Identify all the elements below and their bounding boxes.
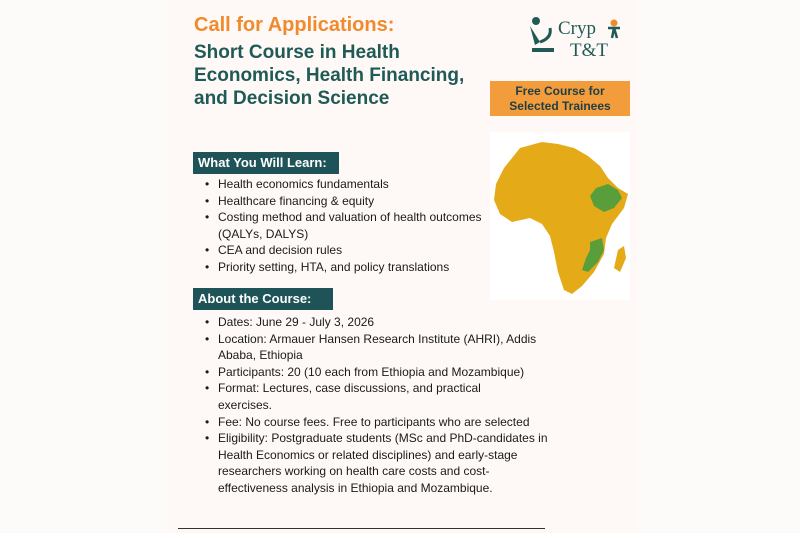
about-list bbox=[198, 314, 568, 497]
madagascar bbox=[614, 246, 626, 272]
badge-line-1: Free Course for bbox=[515, 84, 605, 98]
bottom-divider bbox=[178, 528, 545, 529]
africa-continent bbox=[494, 142, 628, 294]
left-margin bbox=[0, 0, 168, 533]
list-item: • Healthcare financing & equity bbox=[198, 193, 498, 210]
learn-heading: What You Will Learn: bbox=[193, 152, 339, 174]
logo-text-bottom: T&T bbox=[570, 40, 608, 61]
badge-line-2: Selected Trainees bbox=[509, 99, 611, 113]
list-item: • Dates: June 29 - July 3, 2026 bbox=[198, 314, 568, 331]
list-item: • Health economics fundamentals bbox=[198, 176, 498, 193]
list-item: • Priority setting, HTA, and policy translations bbox=[198, 259, 498, 276]
list-item: • Eligibility: Postgraduate students (MSc and PhD-candidates in Health Economics or related disciplines) and early-stage researchers working on health care costs and cost-effectiveness analysis in Ethiopia and Mozambique. bbox=[198, 430, 553, 496]
logo bbox=[526, 12, 630, 62]
call-for-applications: Call for Applications: bbox=[194, 14, 395, 36]
list-item: • Location: Armauer Hansen Research Institute (AHRI), Addis Ababa, Ethiopia bbox=[198, 331, 538, 364]
about-heading: About the Course: bbox=[193, 288, 333, 310]
course-title: Short Course in Health Economics, Health Financing, and Decision Science bbox=[194, 42, 465, 109]
list-item: • Format: Lectures, case discussions, and practical exercises. bbox=[198, 380, 518, 413]
africa-map-icon bbox=[490, 132, 630, 300]
list-item: • Costing method and valuation of health outcomes (QALYs, DALYS) bbox=[198, 209, 484, 242]
free-course-badge bbox=[490, 81, 630, 116]
logo-text-top: Cryp bbox=[558, 18, 596, 39]
list-item: • CEA and decision rules bbox=[198, 242, 498, 259]
list-item: • Participants: 20 (10 each from Ethiopia and Mozambique) bbox=[198, 364, 568, 381]
right-margin bbox=[638, 0, 800, 533]
list-item: • Fee: No course fees. Free to participants who are selected bbox=[198, 414, 568, 431]
learn-list bbox=[198, 176, 498, 276]
